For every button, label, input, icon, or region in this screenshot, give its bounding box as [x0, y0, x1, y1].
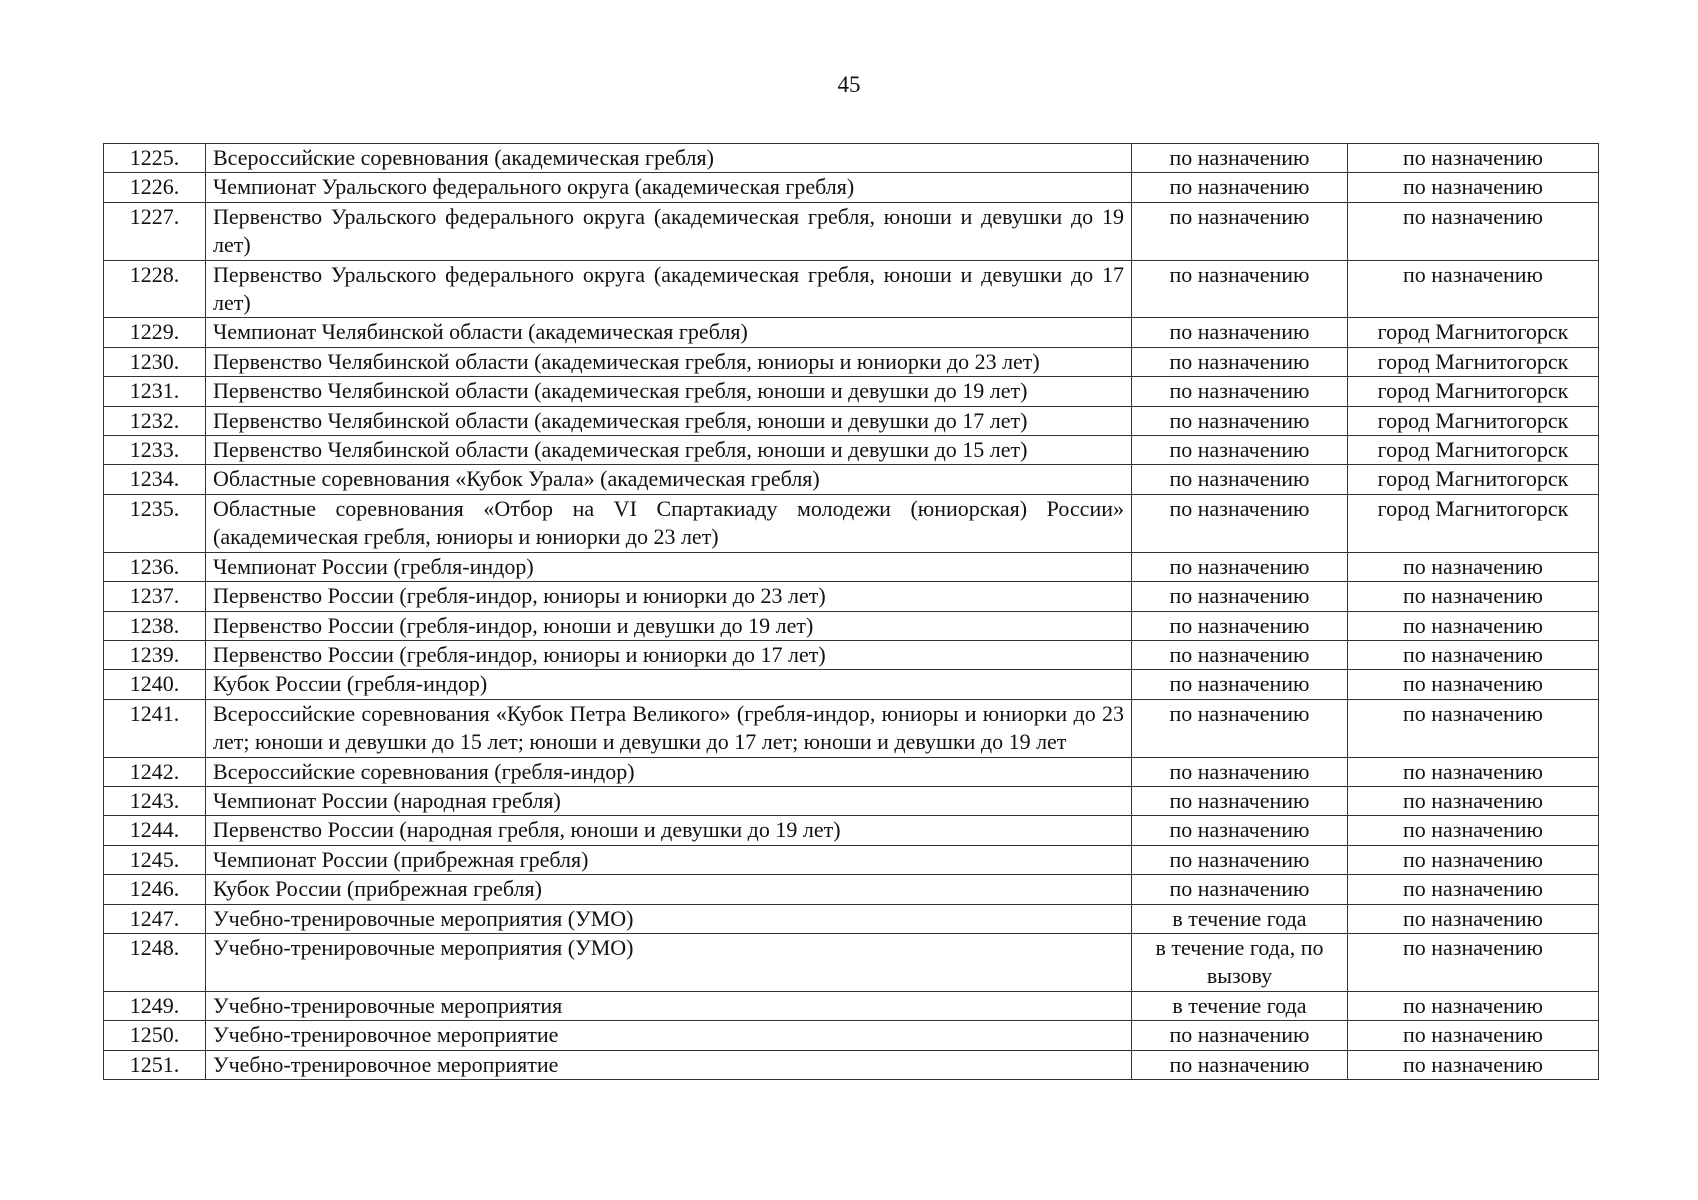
- page-number: 45: [837, 72, 861, 97]
- row-number: 1238.: [104, 611, 206, 640]
- event-name: Областные соревнования «Отбор на VI Спартакиаду молодежи (юниорская) России» (академическая гребля, юниоры и юниорки до 23 лет): [206, 494, 1132, 552]
- event-name: Первенство России (гребля-индор, юниоры и юниорки до 17 лет): [206, 640, 1132, 669]
- event-date: в течение года, по вызову: [1132, 933, 1348, 991]
- event-date: по назначению: [1132, 1050, 1348, 1079]
- event-place: по назначению: [1348, 1050, 1599, 1079]
- event-place: по назначению: [1348, 904, 1599, 933]
- event-date: по назначению: [1132, 406, 1348, 435]
- event-name: Чемпионат Челябинской области (академическая гребля): [206, 318, 1132, 347]
- event-date: по назначению: [1132, 670, 1348, 699]
- event-place: по назначению: [1348, 991, 1599, 1020]
- table-row: [104, 552, 1599, 581]
- row-number: 1241.: [104, 699, 206, 757]
- event-place: по назначению: [1348, 144, 1599, 173]
- event-date: по назначению: [1132, 144, 1348, 173]
- row-number: 1240.: [104, 670, 206, 699]
- event-place: по назначению: [1348, 786, 1599, 815]
- table-row: [104, 786, 1599, 815]
- event-place: город Магнитогорск: [1348, 465, 1599, 494]
- event-place: по назначению: [1348, 699, 1599, 757]
- event-name: Чемпионат России (народная гребля): [206, 786, 1132, 815]
- event-date: по назначению: [1132, 845, 1348, 874]
- row-number: 1233.: [104, 436, 206, 465]
- event-name: Первенство Челябинской области (академическая гребля, юноши и девушки до 19 лет): [206, 377, 1132, 406]
- event-date: по назначению: [1132, 436, 1348, 465]
- table-row: [104, 875, 1599, 904]
- row-number: 1234.: [104, 465, 206, 494]
- table-row: [104, 582, 1599, 611]
- event-name: Первенство России (гребля-индор, юниоры и юниорки до 23 лет): [206, 582, 1132, 611]
- event-name: Чемпионат России (гребля-индор): [206, 552, 1132, 581]
- event-name: Первенство России (народная гребля, юноши и девушки до 19 лет): [206, 816, 1132, 845]
- row-number: 1247.: [104, 904, 206, 933]
- event-date: по назначению: [1132, 699, 1348, 757]
- event-place: город Магнитогорск: [1348, 406, 1599, 435]
- event-date: по назначению: [1132, 377, 1348, 406]
- table-row: [104, 465, 1599, 494]
- row-number: 1246.: [104, 875, 206, 904]
- row-number: 1229.: [104, 318, 206, 347]
- event-place: по назначению: [1348, 933, 1599, 991]
- event-date: по назначению: [1132, 757, 1348, 786]
- event-date: по назначению: [1132, 260, 1348, 318]
- event-place: город Магнитогорск: [1348, 318, 1599, 347]
- table-row: [104, 347, 1599, 376]
- table-row: [104, 436, 1599, 465]
- event-date: по назначению: [1132, 875, 1348, 904]
- event-place: город Магнитогорск: [1348, 494, 1599, 552]
- event-date: по назначению: [1132, 611, 1348, 640]
- row-number: 1250.: [104, 1021, 206, 1050]
- event-date: по назначению: [1132, 173, 1348, 202]
- event-place: по назначению: [1348, 260, 1599, 318]
- table-row: [104, 202, 1599, 260]
- event-name: Первенство России (гребля-индор, юноши и девушки до 19 лет): [206, 611, 1132, 640]
- event-name: Областные соревнования «Кубок Урала» (академическая гребля): [206, 465, 1132, 494]
- table-row: [104, 904, 1599, 933]
- event-date: по назначению: [1132, 465, 1348, 494]
- row-number: 1235.: [104, 494, 206, 552]
- events-table-body: [104, 144, 1599, 1080]
- event-name: Чемпионат России (прибрежная гребля): [206, 845, 1132, 874]
- event-place: по назначению: [1348, 757, 1599, 786]
- event-date: по назначению: [1132, 494, 1348, 552]
- event-name: Первенство Уральского федерального округа (академическая гребля, юноши и девушки до 17 лет): [206, 260, 1132, 318]
- table-row: [104, 991, 1599, 1020]
- table-row: [104, 845, 1599, 874]
- row-number: 1232.: [104, 406, 206, 435]
- event-name: Кубок России (прибрежная гребля): [206, 875, 1132, 904]
- event-place: по назначению: [1348, 552, 1599, 581]
- row-number: 1249.: [104, 991, 206, 1020]
- table-row: [104, 933, 1599, 991]
- row-number: 1227.: [104, 202, 206, 260]
- event-name: Учебно-тренировочные мероприятия (УМО): [206, 904, 1132, 933]
- row-number: 1228.: [104, 260, 206, 318]
- event-name: Чемпионат Уральского федерального округа (академическая гребля): [206, 173, 1132, 202]
- row-number: 1237.: [104, 582, 206, 611]
- event-date: по назначению: [1132, 202, 1348, 260]
- event-date: по назначению: [1132, 816, 1348, 845]
- event-place: по назначению: [1348, 816, 1599, 845]
- event-name: Первенство Челябинской области (академическая гребля, юниоры и юниорки до 23 лет): [206, 347, 1132, 376]
- event-name: Учебно-тренировочное мероприятие: [206, 1050, 1132, 1079]
- table-row: [104, 260, 1599, 318]
- event-place: по назначению: [1348, 845, 1599, 874]
- event-place: по назначению: [1348, 670, 1599, 699]
- event-place: по назначению: [1348, 202, 1599, 260]
- table-row: [104, 670, 1599, 699]
- event-name: Всероссийские соревнования (академическая гребля): [206, 144, 1132, 173]
- table-row: [104, 699, 1599, 757]
- table-row: [104, 1021, 1599, 1050]
- event-place: город Магнитогорск: [1348, 436, 1599, 465]
- table-row: [104, 1050, 1599, 1079]
- event-place: город Магнитогорск: [1348, 347, 1599, 376]
- row-number: 1239.: [104, 640, 206, 669]
- event-name: Кубок России (гребля-индор): [206, 670, 1132, 699]
- row-number: 1231.: [104, 377, 206, 406]
- row-number: 1243.: [104, 786, 206, 815]
- event-date: в течение года: [1132, 991, 1348, 1020]
- row-number: 1225.: [104, 144, 206, 173]
- event-place: по назначению: [1348, 640, 1599, 669]
- row-number: 1251.: [104, 1050, 206, 1079]
- table-row: [104, 640, 1599, 669]
- table-row: [104, 757, 1599, 786]
- table-row: [104, 611, 1599, 640]
- event-place: город Магнитогорск: [1348, 377, 1599, 406]
- event-place: по назначению: [1348, 611, 1599, 640]
- event-place: по назначению: [1348, 1021, 1599, 1050]
- event-name: Первенство Уральского федерального округа (академическая гребля, юноши и девушки до 19 лет): [206, 202, 1132, 260]
- row-number: 1248.: [104, 933, 206, 991]
- event-name: Первенство Челябинской области (академическая гребля, юноши и девушки до 15 лет): [206, 436, 1132, 465]
- row-number: 1226.: [104, 173, 206, 202]
- event-name: Всероссийские соревнования (гребля-индор): [206, 757, 1132, 786]
- event-name: Учебно-тренировочные мероприятия (УМО): [206, 933, 1132, 991]
- table-row: [104, 144, 1599, 173]
- table-row: [104, 816, 1599, 845]
- event-place: по назначению: [1348, 582, 1599, 611]
- event-place: по назначению: [1348, 875, 1599, 904]
- table-row: [104, 318, 1599, 347]
- row-number: 1236.: [104, 552, 206, 581]
- table-row: [104, 173, 1599, 202]
- event-date: по назначению: [1132, 347, 1348, 376]
- event-date: по назначению: [1132, 582, 1348, 611]
- event-name: Первенство Челябинской области (академическая гребля, юноши и девушки до 17 лет): [206, 406, 1132, 435]
- events-table: [103, 143, 1599, 1080]
- event-date: по назначению: [1132, 1021, 1348, 1050]
- row-number: 1245.: [104, 845, 206, 874]
- event-date: в течение года: [1132, 904, 1348, 933]
- event-date: по назначению: [1132, 786, 1348, 815]
- row-number: 1230.: [104, 347, 206, 376]
- event-name: Учебно-тренировочное мероприятие: [206, 1021, 1132, 1050]
- row-number: 1244.: [104, 816, 206, 845]
- event-name: Всероссийские соревнования «Кубок Петра Великого» (гребля-индор, юниоры и юниорки до 23 лет; юноши и девушки до 15 лет; юноши и девушки до 17 лет; юноши и девушки до 19 лет: [206, 699, 1132, 757]
- table-row: [104, 406, 1599, 435]
- row-number: 1242.: [104, 757, 206, 786]
- event-date: по назначению: [1132, 640, 1348, 669]
- event-date: по назначению: [1132, 552, 1348, 581]
- event-date: по назначению: [1132, 318, 1348, 347]
- event-place: по назначению: [1348, 173, 1599, 202]
- event-name: Учебно-тренировочные мероприятия: [206, 991, 1132, 1020]
- table-row: [104, 377, 1599, 406]
- table-row: [104, 494, 1599, 552]
